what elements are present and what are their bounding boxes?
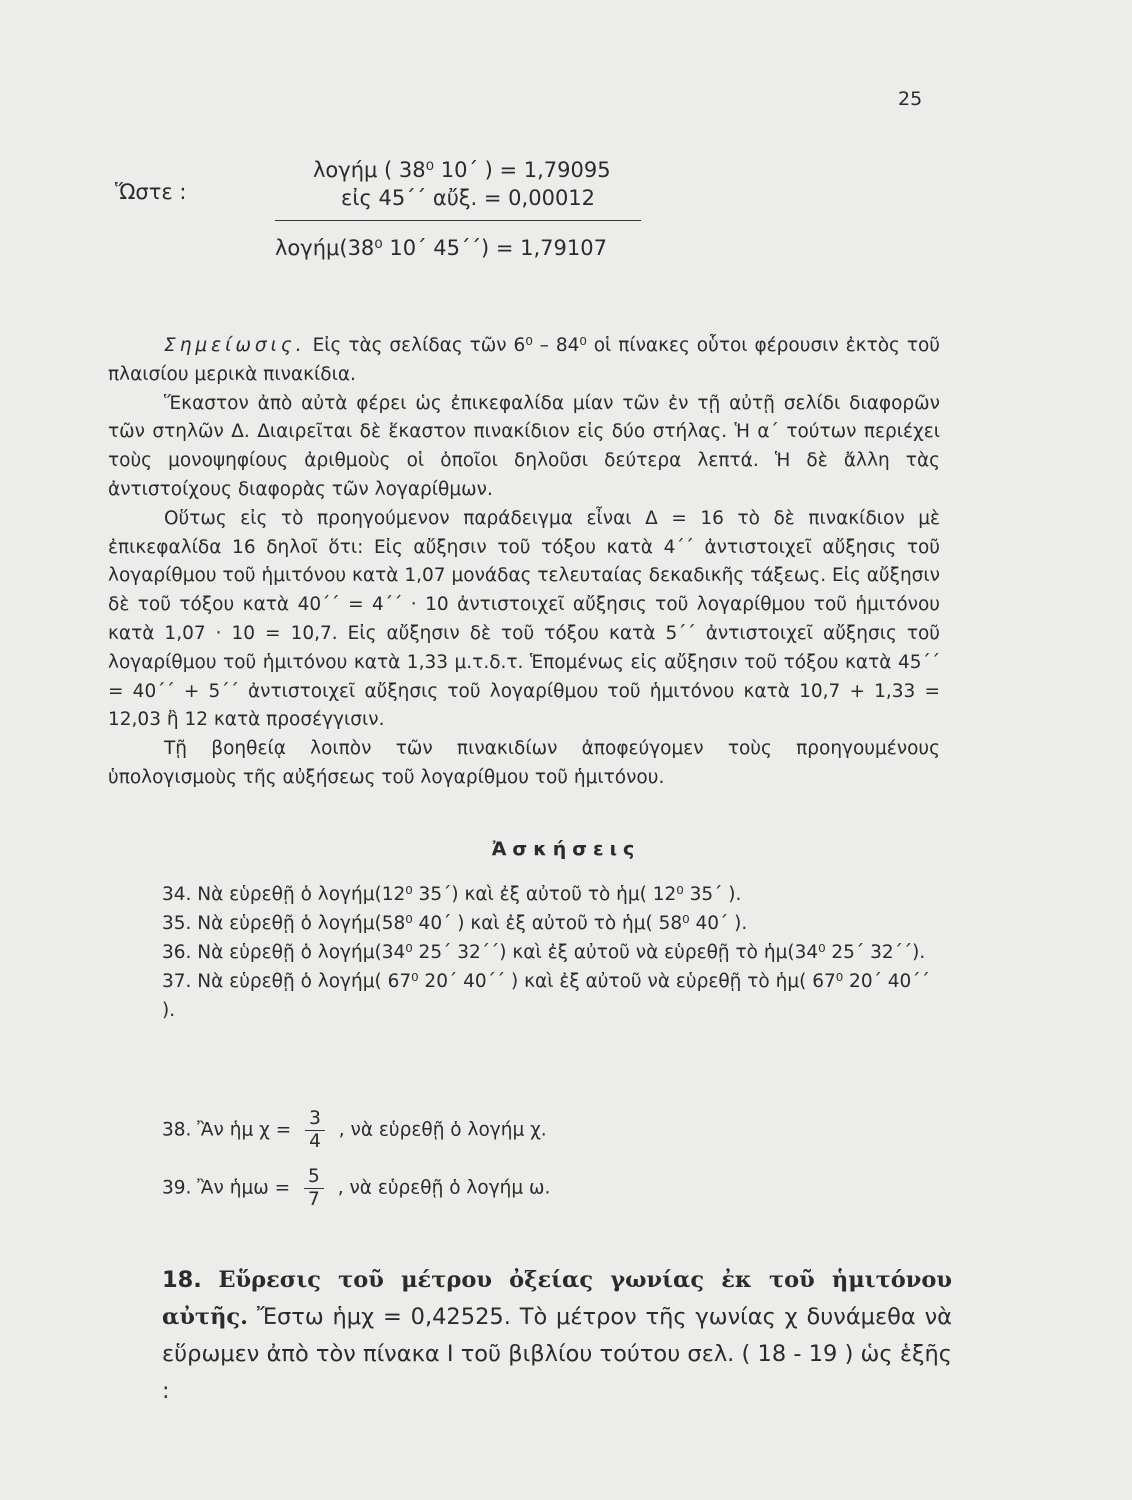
- section-title: Εὕρεσις τοῦ μέτρου ὀξείας γωνίας ἐκ τοῦ ἡμιτόνου αὐτῆς.: [162, 1267, 952, 1330]
- exercise-list: [118, 880, 938, 1025]
- fraction-numerator: 5: [304, 1166, 324, 1189]
- exercise-39-post: , νὰ εὑρεθῇ ὁ λογήμ ω.: [337, 1177, 551, 1199]
- section-body: Ἔστω ἡμχ = 0,42525. Τὸ μέτρον τῆς γωνίας χ δυνάμεθα νὰ εὕρωμεν ἀπὸ τὸν πίνακα I τοῦ βιβλίου τούτου σελ. ( 18 - 19 ) ὡς ἑξῆς :: [162, 1304, 952, 1404]
- note-paragraph-1: [108, 332, 940, 390]
- section-number: 18.: [162, 1267, 202, 1293]
- section-18-paragraph: [162, 1262, 952, 1410]
- calc-row-2: εἰς 45΄΄ αὔξ. = 0,00012: [341, 186, 596, 210]
- page-number: 25: [898, 88, 923, 110]
- log-calculation: [115, 158, 675, 278]
- note-paragraph-3: Οὕτως εἰς τὸ προηγούμενον παράδειγμα εἶναι Δ = 16 τὸ δὲ πινακίδιον μὲ ἐπικεφαλίδα 16 δηλοῖ ὅτι: Εἰς αὔξησιν τοῦ τόξου κατὰ 4΄΄ ἀντιστοιχεῖ αὔξησις τοῦ λογαρίθμου τοῦ ἡμιτόνου κατὰ 1,07 μονάδας τελευταίας δεκαδικῆς τάξεως. Εἰς αὔξησιν δὲ τοῦ τόξου κατὰ 40΄΄ = 4΄΄ · 10 ἀντιστοιχεῖ αὔξησις τοῦ λογαρίθμου τοῦ ἡμιτόνου κατὰ 1,07 · 10 = 10,7. Εἰς αὔξησιν δὲ τοῦ τόξου κατὰ 5΄΄ ἀντιστοιχεῖ αὔξησις τοῦ λογαρίθμου τοῦ ἡμιτόνου κατὰ 1,33 μ.τ.δ.τ. Ἑπομένως εἰς αὔξησιν τοῦ τόξου κατὰ 45΄΄ = 40΄΄ + 5΄΄ ἀντιστοιχεῖ αὔξησις τοῦ λογαρίθμου τοῦ ἡμιτόνου κατὰ 10,7 + 1,33 = 12,03 ἢ 12 κατὰ προσέγγισιν.: [108, 507, 940, 731]
- exercise-38-post: , νὰ εὑρεθῇ ὁ λογήμ χ.: [338, 1119, 547, 1141]
- fraction-3-4: [305, 1108, 325, 1153]
- fraction-numerator: 3: [305, 1108, 325, 1131]
- fraction-denominator: 7: [308, 1189, 320, 1210]
- exercise-39-pre: 39. Ἂν ἡμω =: [162, 1177, 291, 1199]
- exercise-39: [162, 1166, 550, 1211]
- calc-result: λογήμ(38⁰ 10΄ 45΄΄) = 1,79107: [275, 236, 607, 260]
- exercise-38-pre: 38. Ἂν ἡμ χ =: [162, 1119, 292, 1141]
- exercise-37: 37. Νὰ εὑρεθῇ ὁ λογήμ( 67⁰ 20΄ 40΄΄ ) καὶ ἐξ αὐτοῦ νὰ εὑρεθῇ τὸ ἡμ( 67⁰ 20΄ 40΄΄ ).: [162, 971, 930, 1021]
- exercise-34: 34. Νὰ εὑρεθῇ ὁ λογήμ(12⁰ 35΄) καὶ ἐξ αὐτοῦ τὸ ἡμ( 12⁰ 35΄ ).: [162, 884, 742, 905]
- fraction-denominator: 4: [309, 1131, 321, 1152]
- note-label: Σημείωσις.: [164, 335, 306, 356]
- exercise-35: 35. Νὰ εὑρεθῇ ὁ λογήμ(58⁰ 40΄ ) καὶ ἐξ αὐτοῦ τὸ ἡμ( 58⁰ 40΄ ).: [162, 913, 748, 934]
- calc-row-1: λογήμ ( 38⁰ 10΄ ) = 1,79095: [313, 158, 611, 182]
- exercise-38: [162, 1108, 547, 1153]
- note-paragraph-4: Τῇ βοηθείᾳ λοιπὸν τῶν πινακιδίων ἀποφεύγομεν τοὺς προηγουμένους ὑπολογισμοὺς τῆς αὐξήσεως τοῦ λογαρίθμου τοῦ ἡμιτόνου.: [108, 738, 940, 788]
- exercise-36: 36. Νὰ εὑρεθῇ ὁ λογήμ(34⁰ 25΄ 32΄΄) καὶ ἐξ αὐτοῦ νὰ εὑρεθῇ τὸ ἡμ(34⁰ 25΄ 32΄΄).: [162, 942, 926, 963]
- note-paragraph-2: Ἕκαστον ἀπὸ αὐτὰ φέρει ὡς ἐπικεφαλίδα μίαν τῶν ἐν τῇ αὐτῇ σελίδι διαφορῶν τῶν στηλῶν Δ. Διαιρεῖται δὲ ἕκαστον πινακίδιον εἰς δύο στήλας. Ἡ α΄ τούτων περιέχει τοὺς μονοψηφίους ἀριθμοὺς οἱ ὁποῖοι δηλοῦσι δεύτερα λεπτά. Ἡ δὲ ἄλλη τὰς ἀντιστοίχους διαφορὰς τῶν λογαρίθμων.: [108, 392, 940, 500]
- note-block: [108, 332, 940, 793]
- section-18: [162, 1262, 952, 1410]
- exercises-heading: Ἀσκήσεις: [491, 838, 641, 860]
- fraction-5-7: [304, 1166, 324, 1211]
- sum-line: [275, 220, 641, 221]
- calc-lead: Ὥστε :: [115, 180, 187, 204]
- note-text-1: Εἰς τὰς σελίδας τῶν 6⁰ – 84⁰ οἱ πίνακες οὗτοι φέρουσιν ἐκτὸς τοῦ πλαισίου μερικὰ πινακίδια.: [108, 335, 940, 385]
